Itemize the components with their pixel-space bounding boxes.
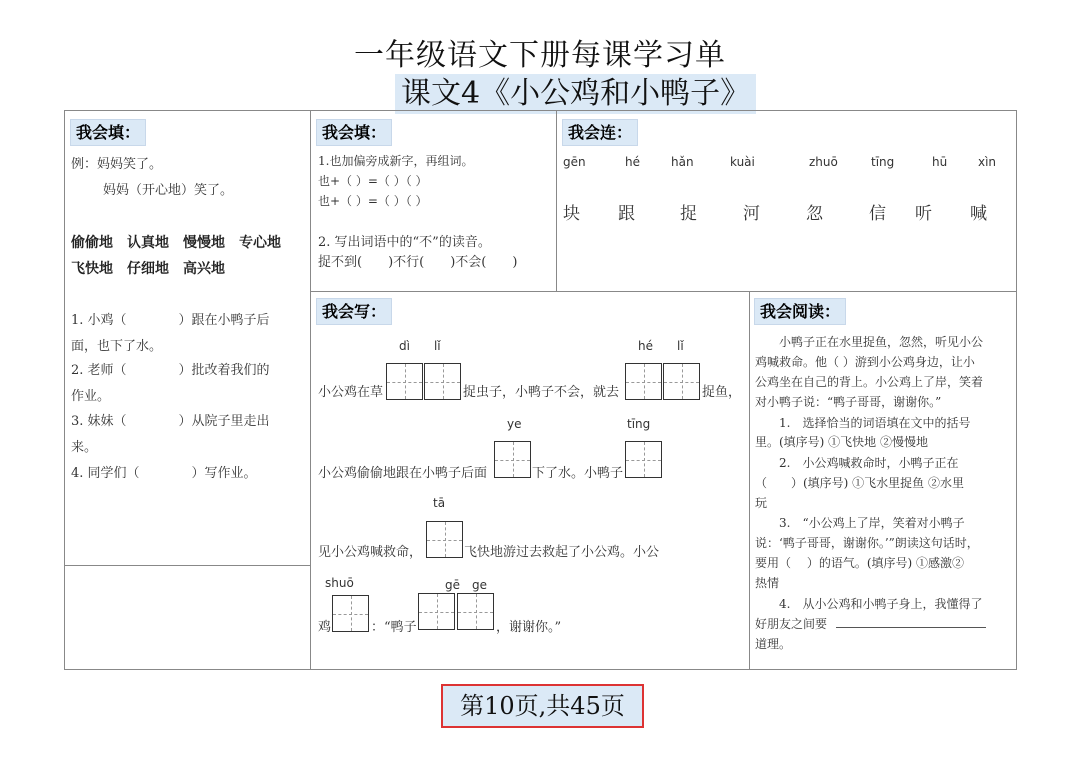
fill-question-1b: 面，也下了水。 <box>71 339 163 354</box>
writing-grid-3[interactable] <box>625 363 662 400</box>
writing-grid-5[interactable] <box>494 441 531 478</box>
write-sentence-4c: ，谢谢你。” <box>496 620 562 635</box>
fill-question-2b: 作业。 <box>71 389 111 404</box>
write-sentence-2a: 小公鸡偷偷地跟在小鸭子后面 <box>318 466 488 481</box>
chars-row-1: 也+（ ）=（ ）（ ） <box>318 174 428 188</box>
pinyin-ting-2: tīng <box>627 417 651 431</box>
writing-grid-9[interactable] <box>418 593 455 630</box>
write-sentence-4a: 鸡 <box>318 620 332 635</box>
read-question-4b: 好朋友之间要 <box>755 617 828 631</box>
read-question-2a: 2. 小公鸡喊救命时，小鸭子正在 <box>779 456 959 470</box>
write-sentence-1a: 小公鸡在草 <box>318 385 384 400</box>
char-ting: 听 <box>915 204 932 224</box>
pinyin-hu: hū <box>932 155 948 169</box>
pinyin-he-li: hé lǐ <box>638 339 684 353</box>
pinyin-han: hǎn <box>671 155 694 169</box>
section-label-connect: 我会连： <box>562 119 638 146</box>
passage-line-4: 对小鸭子说：“鸭子哥哥，谢谢你。” <box>755 395 942 409</box>
read-question-3c: 要用（ ）的语气。(填序号) ①感激② <box>755 556 964 570</box>
example-sentence-2: 妈妈（开心地）笑了。 <box>103 183 234 198</box>
write-sentence-2b: 下了水。小鸭子 <box>532 466 624 481</box>
pinyin-ta: tā <box>433 496 446 510</box>
read-question-1a: 1. 选择恰当的词语填在文中的括号 <box>779 416 971 430</box>
pinyin-ge-ge: gē ge <box>445 578 488 592</box>
page-indicator: 第10页,共45页 <box>441 684 644 728</box>
chars-question-1: 1.也加偏旁成新字，再组词。 <box>318 154 474 168</box>
write-sentence-3a: 见小公鸡喊救命， <box>318 545 423 560</box>
char-xin: 信 <box>869 204 886 224</box>
writing-grid-7[interactable] <box>426 521 463 558</box>
section-label-fill-chars: 我会填： <box>316 119 392 146</box>
read-question-3a: 3. “小公鸡上了岸，笑着对小鸭子 <box>779 516 965 530</box>
divider-col1 <box>310 111 311 669</box>
pinyin-xin: xìn <box>978 155 997 169</box>
read-question-3d: 热情 <box>755 576 780 590</box>
fill-question-3a: 3. 妹妹（ ）从院子里走出 <box>71 414 270 429</box>
write-sentence-4b: ：“鸭子 <box>371 620 417 635</box>
section-label-read: 我会阅读： <box>754 298 846 325</box>
writing-grid-1[interactable] <box>386 363 423 400</box>
writing-grid-8[interactable] <box>332 595 369 632</box>
passage-line-1: 小鸭子正在水里捉鱼，忽然，听见小公 <box>779 335 984 349</box>
example-sentence-1: 例：妈妈笑了。 <box>71 157 163 172</box>
lesson-title: 课文4《小公鸡和小鸭子》 <box>395 74 756 114</box>
word-bank-1: 偷偷地 认真地 慢慢地 专心地 <box>71 235 281 251</box>
read-question-2c: 玩 <box>755 496 768 510</box>
passage-line-3: 公鸡坐在自己的背上。小公鸡上了岸，笑着 <box>755 375 984 389</box>
title-prefix: 一年级语文下册 <box>354 38 571 73</box>
fill-question-1a: 1. 小鸡（ ）跟在小鸭子后 <box>71 313 270 328</box>
write-sentence-1b: 捉虫子，小鸭子不会，就去 <box>463 385 620 400</box>
pinyin-zhuo: zhuō <box>809 155 838 169</box>
divider-col2 <box>556 111 557 291</box>
fill-question-4: 4. 同学们（ ）写作业。 <box>71 466 257 481</box>
answer-blank-line[interactable] <box>836 627 986 628</box>
passage-line-2: 鸡喊救命。他（ ）游到小公鸡身边，让小 <box>755 355 975 369</box>
chars-row-2: 也+（ ）=（ ）（ ） <box>318 194 428 208</box>
read-question-1b: 里。(填序号) ①飞快地 ②慢慢地 <box>755 435 928 449</box>
divider-row-left <box>65 565 310 566</box>
pinyin-ye: ye <box>507 417 522 431</box>
read-question-2b: （ ）(填序号) ①飞水里捉鱼 ②水里 <box>755 476 964 490</box>
char-han: 喊 <box>970 204 987 224</box>
char-kuai: 块 <box>563 204 580 224</box>
chars-question-2: 2. 写出词语中的“不”的读音。 <box>318 235 491 250</box>
divider-row-right <box>310 291 1016 292</box>
worksheet-table <box>64 110 1017 670</box>
pinyin-shuo: shuō <box>325 576 354 590</box>
chars-question-2-row: 捉不到( )不行( )不会( ) <box>318 255 518 270</box>
write-sentence-3b: 飞快地游过去救起了小公鸡。小公 <box>464 545 660 560</box>
read-question-4a: 4. 从小公鸡和小鸭子身上，我懂得了 <box>779 597 983 611</box>
writing-grid-10[interactable] <box>457 593 494 630</box>
worksheet-title <box>0 30 1080 74</box>
title-underlined: 每课学习单 <box>571 38 726 77</box>
writing-grid-4[interactable] <box>663 363 700 400</box>
read-question-3b: 说：‘鸭子哥哥，谢谢你。’”朗读这句话时， <box>755 536 979 550</box>
read-question-4c: 道理。 <box>755 637 792 651</box>
char-zhuo: 捉 <box>680 204 697 224</box>
word-bank-2: 飞快地 仔细地 高兴地 <box>71 261 225 277</box>
write-sentence-1c: 捉鱼， <box>702 385 742 400</box>
section-label-fill-words: 我会填： <box>70 119 146 146</box>
divider-col3 <box>749 291 750 669</box>
char-he: 河 <box>743 204 760 224</box>
char-gen: 跟 <box>618 204 635 224</box>
char-hu: 忽 <box>806 204 823 224</box>
fill-question-2a: 2. 老师（ ）批改着我们的 <box>71 363 270 378</box>
pinyin-he: hé <box>625 155 640 169</box>
pinyin-ting: tīng <box>871 155 895 169</box>
section-label-write: 我会写： <box>316 298 392 325</box>
pinyin-gen: gēn <box>563 155 586 169</box>
writing-grid-6[interactable] <box>625 441 662 478</box>
pinyin-kuai: kuài <box>730 155 755 169</box>
writing-grid-2[interactable] <box>424 363 461 400</box>
pinyin-di-li: dì lǐ <box>399 339 441 353</box>
fill-question-3b: 来。 <box>71 440 98 455</box>
